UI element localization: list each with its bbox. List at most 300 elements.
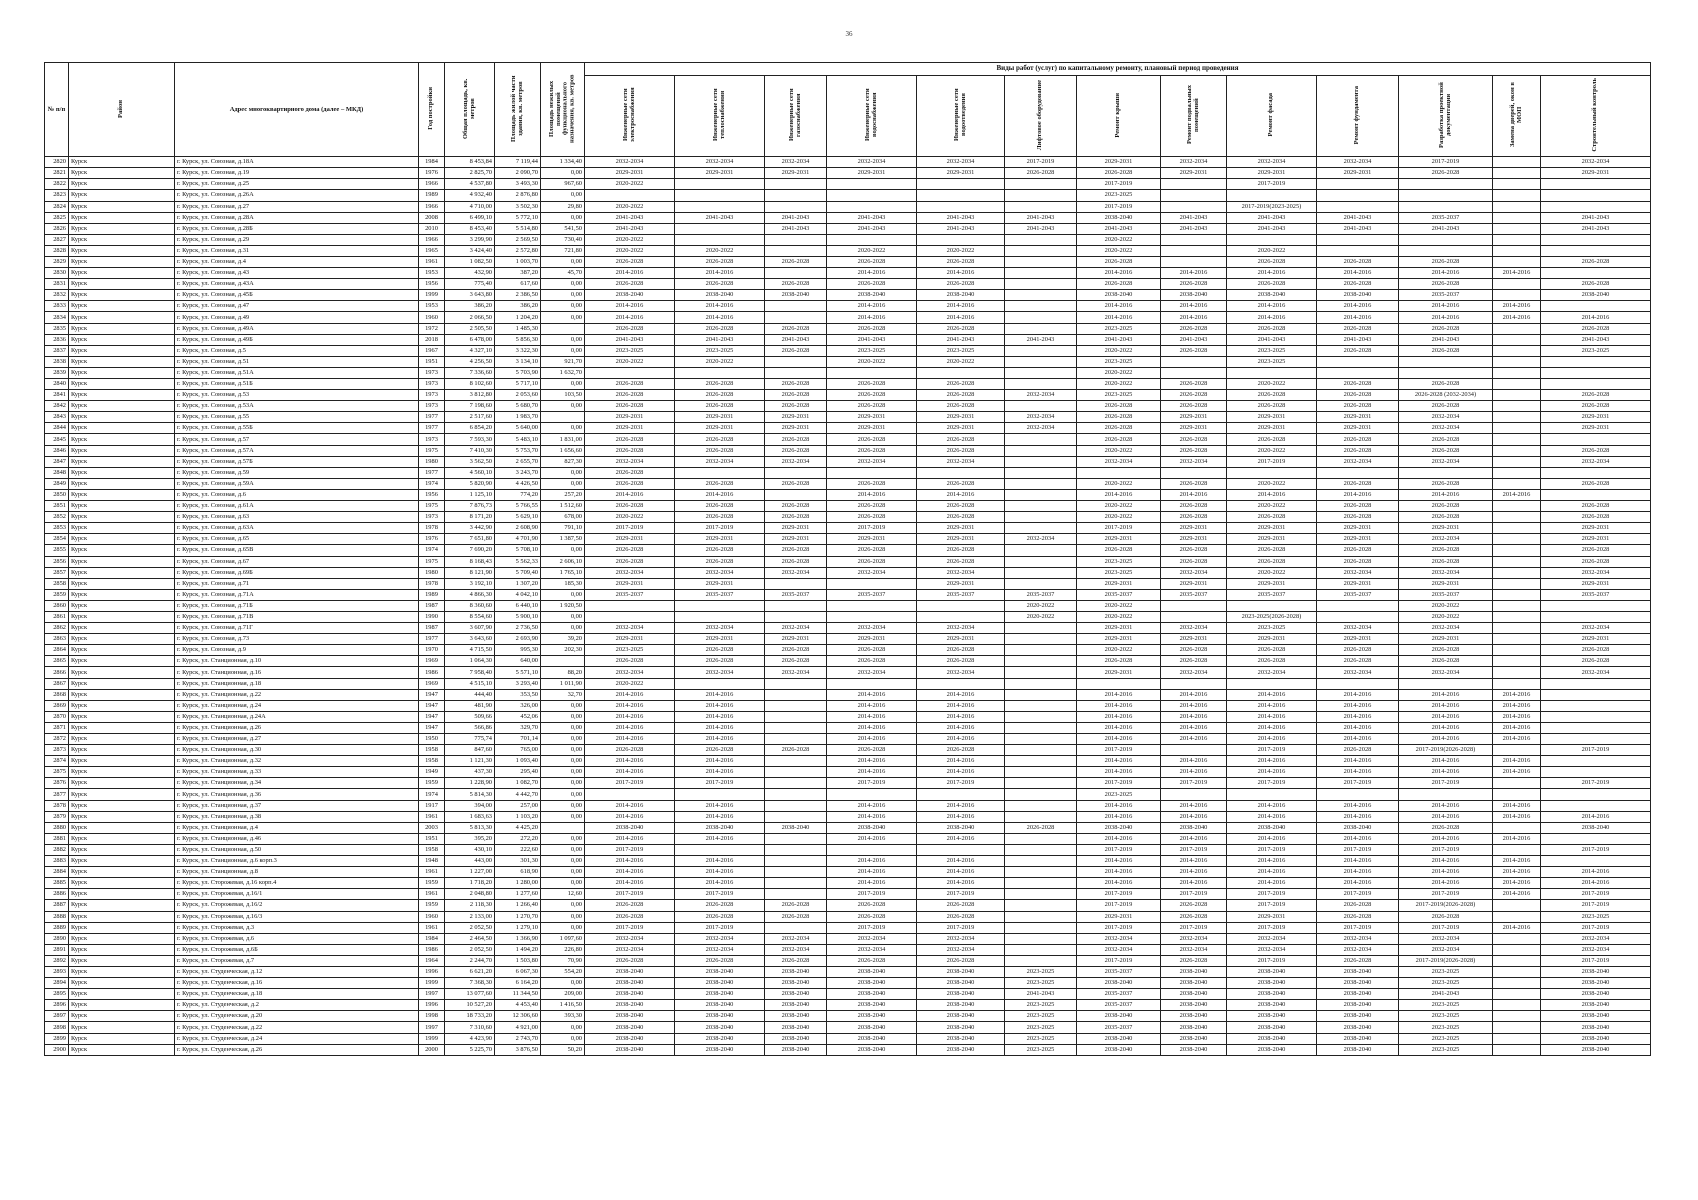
row-number: 2896 <box>45 1000 69 1011</box>
row-work-period: 2014-2016 <box>1493 734 1541 745</box>
row-work-period: 2014-2016 <box>827 811 917 822</box>
row-work-period: 2026-2028 <box>675 256 765 267</box>
row-work-period: 2032-2034 <box>827 944 917 955</box>
row-work-period: 2020-2022 <box>1077 512 1161 523</box>
row-work-period: 2020-2022 <box>585 245 675 256</box>
row-work-period: 2014-2016 <box>827 711 917 722</box>
row-work-period: 2014-2016 <box>1317 878 1399 889</box>
row-work-period: 2032-2034 <box>917 667 1005 678</box>
row-work-period: 2023-2025 <box>1077 323 1161 334</box>
row-address: г. Курск, ул. Студенческая, д.18 <box>175 989 419 1000</box>
row-work-period: 2032-2034 <box>1399 933 1493 944</box>
row-nonres-area: 185,30 <box>541 578 585 589</box>
table-row <box>45 900 1651 911</box>
row-work-period: 2038-2040 <box>1317 1000 1399 1011</box>
row-work-period: 2026-2028 <box>1227 645 1317 656</box>
row-work-period: 2041-2043 <box>827 334 917 345</box>
row-year: 1999 <box>419 978 445 989</box>
row-total-area: 394,00 <box>445 800 495 811</box>
row-district: Курск <box>69 157 175 168</box>
row-address: г. Курск, ул. Станционная, д.34 <box>175 778 419 789</box>
table-row <box>45 523 1651 534</box>
row-work-period <box>1077 678 1161 689</box>
row-work-period: 2038-2040 <box>827 1033 917 1044</box>
row-year: 1970 <box>419 645 445 656</box>
row-work-period: 2023-2025 <box>1077 190 1161 201</box>
table-row <box>45 367 1651 378</box>
row-work-period: 2026-2028 <box>1161 390 1227 401</box>
table-row <box>45 534 1651 545</box>
table-row <box>45 423 1651 434</box>
row-work-period: 2029-2031 <box>1161 412 1227 423</box>
row-work-period: 2017-2019 <box>1227 922 1317 933</box>
row-living-area: 774,20 <box>495 489 541 500</box>
row-total-area: 437,30 <box>445 767 495 778</box>
row-living-area: 1 366,90 <box>495 933 541 944</box>
row-work-period <box>1005 345 1077 356</box>
row-year: 1966 <box>419 201 445 212</box>
row-living-area: 5 680,70 <box>495 401 541 412</box>
row-work-period <box>917 678 1005 689</box>
row-total-area: 7 690,20 <box>445 545 495 556</box>
row-work-period: 2038-2040 <box>1541 1011 1651 1022</box>
row-work-period: 2041-2043 <box>1541 334 1651 345</box>
row-work-period: 2026-2028 <box>585 390 675 401</box>
row-number: 2870 <box>45 711 69 722</box>
row-work-period: 2041-2043 <box>917 334 1005 345</box>
row-work-period: 2026-2028 <box>1227 512 1317 523</box>
row-address: г. Курск, ул. Союзная, д.28А <box>175 212 419 223</box>
row-work-period: 2014-2016 <box>1317 734 1399 745</box>
row-nonres-area: 678,00 <box>541 512 585 523</box>
row-work-period: 2014-2016 <box>1317 756 1399 767</box>
row-work-period: 2032-2034 <box>1077 933 1161 944</box>
row-work-period: 2017-2019 <box>1399 157 1493 168</box>
row-work-period: 2014-2016 <box>1227 489 1317 500</box>
row-year: 1958 <box>419 756 445 767</box>
row-work-period: 2023-2025 <box>1541 911 1651 922</box>
row-work-period: 2032-2034 <box>1399 623 1493 634</box>
row-work-period: 2032-2034 <box>1317 456 1399 467</box>
row-work-period: 2029-2031 <box>1077 623 1161 634</box>
row-work-period: 2026-2028 <box>1077 256 1161 267</box>
row-work-period: 2026-2028 <box>585 745 675 756</box>
row-work-period: 2014-2016 <box>1399 811 1493 822</box>
row-work-period: 2038-2040 <box>1161 1033 1227 1044</box>
row-total-area: 3 424,40 <box>445 245 495 256</box>
row-year: 1973 <box>419 379 445 390</box>
row-work-period <box>1541 234 1651 245</box>
row-work-period: 2014-2016 <box>675 767 765 778</box>
row-work-period: 2041-2043 <box>1317 212 1399 223</box>
row-nonres-area: 0,00 <box>541 778 585 789</box>
row-number: 2825 <box>45 212 69 223</box>
row-work-period <box>1541 700 1651 711</box>
row-work-period: 2014-2016 <box>1161 800 1227 811</box>
header-work-4: Инженерные сети водоотведения <box>917 76 1005 157</box>
row-year: 1917 <box>419 800 445 811</box>
row-work-period: 2023-2025 <box>585 345 675 356</box>
row-work-period: 2026-2028 <box>917 390 1005 401</box>
row-work-period <box>1005 944 1077 955</box>
row-living-area: 2 386,50 <box>495 290 541 301</box>
row-work-period: 2014-2016 <box>1227 856 1317 867</box>
row-work-period: 2020-2022 <box>1077 379 1161 390</box>
row-work-period: 2029-2031 <box>1317 523 1399 534</box>
row-total-area: 386,20 <box>445 301 495 312</box>
row-district: Курск <box>69 900 175 911</box>
table-row <box>45 390 1651 401</box>
row-work-period: 2026-2028 <box>1077 401 1161 412</box>
row-work-period: 2029-2031 <box>1077 667 1161 678</box>
row-work-period: 2014-2016 <box>827 756 917 767</box>
row-living-area: 1 103,20 <box>495 811 541 822</box>
row-work-period <box>1227 678 1317 689</box>
row-number: 2821 <box>45 168 69 179</box>
row-total-area: 3 812,80 <box>445 390 495 401</box>
row-work-period: 2026-2028 <box>1399 168 1493 179</box>
row-work-period <box>1541 789 1651 800</box>
row-work-period <box>765 356 827 367</box>
row-work-period: 2014-2016 <box>675 489 765 500</box>
row-number: 2853 <box>45 523 69 534</box>
row-number: 2869 <box>45 700 69 711</box>
row-work-period: 2026-2028 <box>827 279 917 290</box>
row-work-period: 2035-2037 <box>585 589 675 600</box>
row-work-period: 2041-2043 <box>675 334 765 345</box>
row-work-period <box>765 700 827 711</box>
row-work-period: 2014-2016 <box>1493 767 1541 778</box>
row-work-period <box>1541 833 1651 844</box>
row-number: 2886 <box>45 889 69 900</box>
row-total-area: 7 336,60 <box>445 367 495 378</box>
row-work-period <box>1005 756 1077 767</box>
row-work-period: 2026-2028 <box>765 745 827 756</box>
row-work-period <box>1317 190 1399 201</box>
row-work-period: 2014-2016 <box>1399 767 1493 778</box>
row-work-period <box>1005 689 1077 700</box>
row-work-period: 2032-2034 <box>675 456 765 467</box>
row-work-period <box>1005 456 1077 467</box>
row-work-period <box>1399 201 1493 212</box>
row-work-period: 2014-2016 <box>1493 711 1541 722</box>
row-living-area: 1 983,70 <box>495 412 541 423</box>
row-living-area: 12 306,60 <box>495 1011 541 1022</box>
table-row <box>45 301 1651 312</box>
row-work-period: 2026-2028 <box>1227 279 1317 290</box>
row-work-period: 2038-2040 <box>1317 1022 1399 1033</box>
row-work-period: 2020-2022 <box>1005 600 1077 611</box>
row-work-period: 2029-2031 <box>765 534 827 545</box>
row-address: г. Курск, ул. Студенческая, д.12 <box>175 966 419 977</box>
row-work-period: 2014-2016 <box>1227 833 1317 844</box>
row-district: Курск <box>69 423 175 434</box>
row-total-area: 4 327,10 <box>445 345 495 356</box>
row-work-period: 2029-2031 <box>1161 168 1227 179</box>
row-work-period: 2032-2034 <box>585 933 675 944</box>
row-work-period: 2029-2031 <box>1227 534 1317 545</box>
table-row <box>45 589 1651 600</box>
row-work-period <box>765 800 827 811</box>
row-living-area: 2 569,50 <box>495 234 541 245</box>
row-work-period: 2014-2016 <box>1399 689 1493 700</box>
row-nonres-area <box>541 412 585 423</box>
row-work-period: 2026-2028 <box>765 478 827 489</box>
row-work-period <box>1005 401 1077 412</box>
row-living-area: 3 493,30 <box>495 179 541 190</box>
row-nonres-area: 541,50 <box>541 223 585 234</box>
row-year: 1997 <box>419 1022 445 1033</box>
row-work-period <box>1005 800 1077 811</box>
row-work-period: 2014-2016 <box>1493 689 1541 700</box>
row-work-period <box>1005 722 1077 733</box>
row-year: 1984 <box>419 933 445 944</box>
row-work-period: 2026-2028 <box>917 745 1005 756</box>
table-row <box>45 279 1651 290</box>
row-number: 2850 <box>45 489 69 500</box>
row-living-area: 3 243,70 <box>495 467 541 478</box>
row-work-period: 2035-2037 <box>1399 589 1493 600</box>
row-work-period: 2026-2028 <box>675 401 765 412</box>
row-work-period <box>675 234 765 245</box>
row-work-period <box>1005 245 1077 256</box>
row-work-period <box>585 367 675 378</box>
row-work-period: 2017-2019 <box>827 889 917 900</box>
row-work-period <box>1493 944 1541 955</box>
row-number: 2868 <box>45 689 69 700</box>
row-work-period: 2032-2034 <box>765 944 827 955</box>
row-address: г. Курск, ул. Студенческая, д.26 <box>175 1044 419 1055</box>
row-year: 1987 <box>419 600 445 611</box>
row-work-period: 2014-2016 <box>585 756 675 767</box>
row-work-period: 2014-2016 <box>917 867 1005 878</box>
row-work-period <box>1317 356 1399 367</box>
row-living-area: 5 708,10 <box>495 545 541 556</box>
row-work-period: 2038-2040 <box>585 989 675 1000</box>
row-work-period: 2014-2016 <box>1399 867 1493 878</box>
row-work-period <box>765 856 827 867</box>
row-work-period: 2032-2034 <box>675 933 765 944</box>
row-nonres-area: 0,00 <box>541 978 585 989</box>
row-work-period: 2014-2016 <box>1077 878 1161 889</box>
row-total-area: 2 052,50 <box>445 922 495 933</box>
row-work-period: 2026-2028 <box>1317 900 1399 911</box>
row-work-period: 2026-2028 <box>675 279 765 290</box>
row-year: 1961 <box>419 889 445 900</box>
row-work-period <box>1493 989 1541 1000</box>
row-work-period: 2029-2031 <box>1541 578 1651 589</box>
row-district: Курск <box>69 545 175 556</box>
row-work-period <box>1005 234 1077 245</box>
row-living-area: 5 856,30 <box>495 334 541 345</box>
row-work-period: 2032-2034 <box>1161 944 1227 955</box>
header-num: № п/п <box>45 63 69 157</box>
row-work-period <box>1161 678 1227 689</box>
row-total-area: 7 410,30 <box>445 445 495 456</box>
row-address: г. Курск, ул. Союзная, д.49 <box>175 312 419 323</box>
row-address: г. Курск, ул. Союзная, д.55 <box>175 412 419 423</box>
row-work-period: 2014-2016 <box>1077 268 1161 279</box>
row-work-period: 2029-2031 <box>1317 634 1399 645</box>
row-work-period <box>827 600 917 611</box>
row-work-period <box>675 600 765 611</box>
row-address: г. Курск, ул. Станционная, д.50 <box>175 844 419 855</box>
row-living-area: 6 067,30 <box>495 966 541 977</box>
row-work-period: 2038-2040 <box>1541 822 1651 833</box>
row-work-period <box>1493 434 1541 445</box>
row-work-period: 2017-2019 <box>1077 955 1161 966</box>
row-district: Курск <box>69 223 175 234</box>
row-work-period: 2026-2028 <box>675 911 765 922</box>
row-work-period: 2014-2016 <box>1077 833 1161 844</box>
row-nonres-area: 0,00 <box>541 423 585 434</box>
row-work-period: 2041-2043 <box>1227 212 1317 223</box>
row-work-period: 2026-2028 <box>1399 911 1493 922</box>
row-work-period <box>1493 523 1541 534</box>
row-work-period: 2020-2022 <box>675 245 765 256</box>
row-work-period: 2026-2028 <box>1227 434 1317 445</box>
row-nonres-area: 0,00 <box>541 844 585 855</box>
row-living-area: 452,06 <box>495 711 541 722</box>
row-work-period <box>1005 911 1077 922</box>
row-work-period: 2026-2028 <box>585 478 675 489</box>
table-row <box>45 223 1651 234</box>
row-work-period <box>765 578 827 589</box>
row-nonres-area: 0,00 <box>541 700 585 711</box>
row-work-period: 2014-2016 <box>827 689 917 700</box>
row-year: 1973 <box>419 390 445 401</box>
row-work-period: 2017-2019 <box>1541 889 1651 900</box>
row-work-period: 2038-2040 <box>1077 1033 1161 1044</box>
row-district: Курск <box>69 722 175 733</box>
row-work-period: 2026-2028 <box>585 900 675 911</box>
row-work-period: 2038-2040 <box>827 1044 917 1055</box>
row-address: г. Курск, ул. Союзная, д.55Б <box>175 423 419 434</box>
row-work-period: 2041-2043 <box>1161 334 1227 345</box>
row-work-period: 2020-2022 <box>1077 478 1161 489</box>
row-living-area: 1 270,70 <box>495 911 541 922</box>
row-work-period: 2026-2028 <box>1399 501 1493 512</box>
row-district: Курск <box>69 201 175 212</box>
row-address: г. Курск, ул. Станционная, д.27 <box>175 734 419 745</box>
row-work-period <box>1005 734 1077 745</box>
row-work-period: 2026-2028 <box>1317 345 1399 356</box>
row-work-period <box>1493 955 1541 966</box>
row-work-period <box>1541 611 1651 622</box>
row-work-period <box>765 600 827 611</box>
row-address: г. Курск, ул. Студенческая, д.2 <box>175 1000 419 1011</box>
row-district: Курск <box>69 1033 175 1044</box>
row-work-period <box>1227 234 1317 245</box>
row-work-period: 2026-2028 <box>827 501 917 512</box>
row-work-period: 2020-2022 <box>1077 445 1161 456</box>
row-work-period: 2026-2028 (2032-2034) <box>1399 390 1493 401</box>
row-work-period <box>1493 290 1541 301</box>
row-number: 2895 <box>45 989 69 1000</box>
row-total-area: 566,86 <box>445 722 495 733</box>
row-work-period: 2029-2031 <box>1399 523 1493 534</box>
row-work-period: 2014-2016 <box>1317 867 1399 878</box>
row-work-period <box>1005 445 1077 456</box>
row-work-period: 2026-2028 <box>1317 556 1399 567</box>
row-work-period: 2020-2022 <box>585 512 675 523</box>
row-work-period: 2014-2016 <box>827 867 917 878</box>
row-year: 1974 <box>419 478 445 489</box>
row-total-area: 2 133,00 <box>445 911 495 922</box>
row-work-period <box>1317 234 1399 245</box>
row-nonres-area: 0,00 <box>541 545 585 556</box>
row-living-area: 5 562,33 <box>495 556 541 567</box>
row-nonres-area: 0,00 <box>541 856 585 867</box>
row-nonres-area: 0,00 <box>541 401 585 412</box>
row-work-period: 2029-2031 <box>1077 911 1161 922</box>
row-work-period: 2026-2028 <box>1317 955 1399 966</box>
row-work-period: 2026-2028 <box>827 745 917 756</box>
table-row <box>45 989 1651 1000</box>
row-work-period: 2023-2025 <box>1227 356 1317 367</box>
row-work-period: 2038-2040 <box>917 989 1005 1000</box>
row-nonres-area: 0,00 <box>541 745 585 756</box>
row-address: г. Курск, ул. Союзная, д.53 <box>175 390 419 401</box>
row-work-period <box>1317 789 1399 800</box>
row-address: г. Курск, ул. Союзная, д.4 <box>175 256 419 267</box>
row-work-period: 2017-2019 <box>1227 955 1317 966</box>
row-living-area: 11 344,50 <box>495 989 541 1000</box>
row-work-period: 2032-2034 <box>1161 567 1227 578</box>
row-work-period: 2038-2040 <box>1317 1011 1399 1022</box>
row-living-area: 5 483,10 <box>495 434 541 445</box>
row-work-period: 2026-2028 <box>765 345 827 356</box>
row-work-period: 2026-2028 <box>917 478 1005 489</box>
row-work-period <box>765 811 827 822</box>
row-work-period: 2032-2034 <box>1317 667 1399 678</box>
row-work-period: 2026-2028 <box>585 501 675 512</box>
row-address: г. Курск, ул. Союзная, д.53А <box>175 401 419 412</box>
row-work-period: 2026-2028 <box>1317 434 1399 445</box>
row-work-period <box>765 268 827 279</box>
row-work-period: 2026-2028 <box>1399 323 1493 334</box>
row-work-period <box>1005 279 1077 290</box>
row-district: Курск <box>69 290 175 301</box>
table-row <box>45 501 1651 512</box>
row-total-area: 3 299,90 <box>445 234 495 245</box>
row-total-area: 430,10 <box>445 844 495 855</box>
row-number: 2822 <box>45 179 69 190</box>
row-work-period: 2026-2028 <box>765 645 827 656</box>
row-year: 1947 <box>419 689 445 700</box>
row-work-period: 2026-2028 <box>1227 390 1317 401</box>
row-work-period: 2026-2028 <box>1541 478 1651 489</box>
row-work-period: 2014-2016 <box>1227 811 1317 822</box>
row-address: г. Курск, ул. Союзная, д.19 <box>175 168 419 179</box>
row-address: г. Курск, ул. Союзная, д.71Г <box>175 623 419 634</box>
row-work-period: 2038-2040 <box>1541 966 1651 977</box>
row-work-period: 2038-2040 <box>1077 212 1161 223</box>
row-work-period: 2026-2028 <box>765 556 827 567</box>
row-work-period: 2014-2016 <box>1399 301 1493 312</box>
row-work-period: 2014-2016 <box>1493 833 1541 844</box>
row-work-period <box>1161 234 1227 245</box>
row-work-period: 2014-2016 <box>675 811 765 822</box>
row-work-period: 2032-2034 <box>585 157 675 168</box>
row-work-period: 2026-2028 <box>675 501 765 512</box>
row-work-period <box>1493 1011 1541 1022</box>
row-number: 2892 <box>45 955 69 966</box>
row-work-period: 2038-2040 <box>917 1011 1005 1022</box>
row-work-period <box>1541 245 1651 256</box>
row-work-period: 2023-2025 <box>1005 1044 1077 1055</box>
row-work-period: 2014-2016 <box>827 301 917 312</box>
